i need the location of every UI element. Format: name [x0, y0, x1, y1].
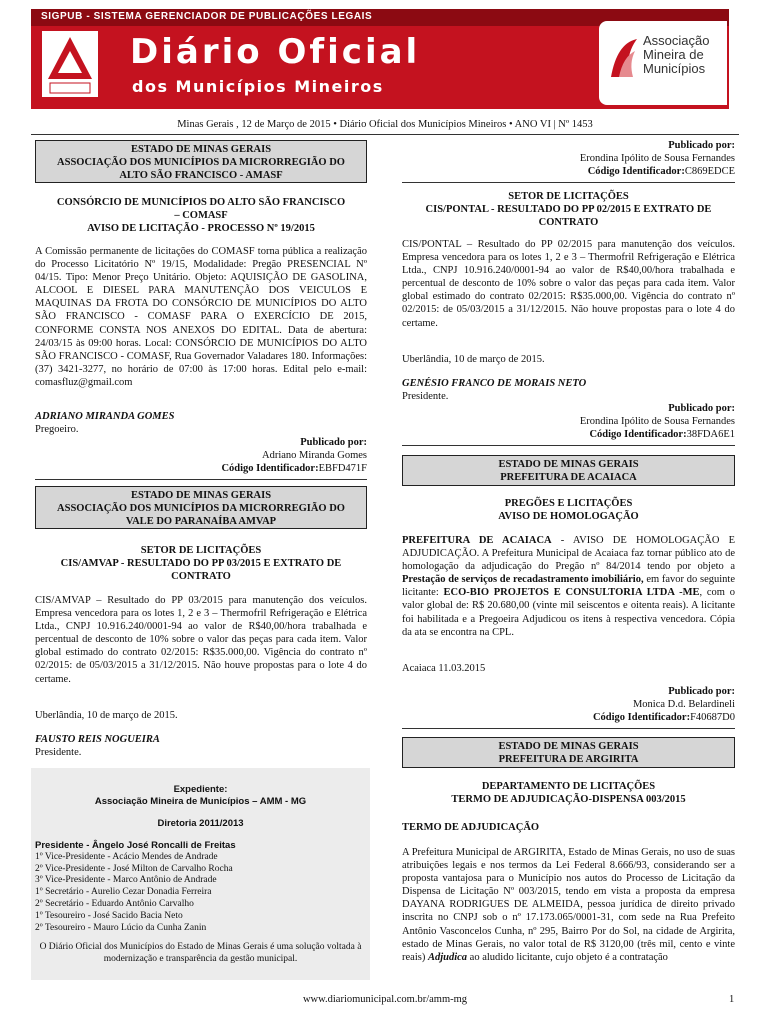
- place-date: Uberlândia, 10 de março de 2015.: [402, 354, 545, 365]
- article-subheading: TERMO DE ADJUDICAÇÃO: [402, 822, 540, 833]
- published-by-block: Publicado por: Erondina Ipólito de Sousa Fernandes Código Identificador:C869EDCE: [579, 140, 735, 178]
- divider: [402, 445, 735, 446]
- dateline: Minas Gerais , 12 de Março de 2015 • Diário Oficial dos Municípios Mineiros • ANO VI | Nº 1453: [177, 119, 593, 130]
- amm-logo-icon: [607, 35, 641, 81]
- section-header-acaiaca: ESTADO DE MINAS GERAIS PREFEITURA DE ACAIACA: [402, 455, 735, 486]
- article-body-argirita: A Prefeitura Municipal de ARGIRITA, Estado de Minas Gerais, no uso de suas atribuições legais e nos termos da Lei Federal 8.666/93, considerando ser a proposta vantajosa para o Município nos autos do Processo de Licitação da Dispensa de Licitação Nº 003/2015, tendo em vista a proposta da empresa DAYANA RODRIGUES DE ALMEIDA, pessoa jurídica de direito privado inscrita no CNPJ sob o nº 17.173.065/0001-31, com sede na Rua Prefeito Antônio Vasconcelos Cunha, nº 295, Bairro Por do Sol, na cidade de Argirita, estado de Minas Gerais, no valor total de R$ 3120,00 (três mil, cento e vinte reais) Adjudica ao aludido licitante, cujo objeto é a contratação: [402, 847, 735, 963]
- article-heading-comasf: CONSÓRCIO DE MUNICÍPIOS DO ALTO SÃO FRANCISCO – COMASF AVISO DE LICITAÇÃO - PROCESSO Nº 19/2015: [56, 197, 346, 235]
- article-heading-argirita: DEPARTAMENTO DE LICITAÇÕES TERMO DE ADJUDICAÇÃO-DISPENSA 003/2015: [451, 781, 686, 806]
- expediente-note: O Diário Oficial dos Municípios do Estado de Minas Gerais é uma solução voltada à modernização e transparência da gestão municipal.: [39, 942, 362, 964]
- article-body-amvap: CIS/AMVAP – Resultado do PP 03/2015 para manutenção dos veículos. Empresa vencedora para os lotes 1, 2 e 3 – Thermofril Refrigeração e Elétrica Ltda., CNPJ 10.916.240/0001-94 ao valor de R$40,00/hora trabalhada e percentual de desconto de 10% sobre o valor das peças para cada item. Valor global estimado do contrato 02/2015: R$35.000,00. Vigência do contrato nº 02/2015: de 05/03/2015 a 31/12/2015. Não houve propostas para o lote 4 do certame.: [35, 595, 367, 685]
- section-header-argirita: ESTADO DE MINAS GERAIS PREFEITURA DE ARGIRITA: [402, 737, 735, 768]
- footer-url[interactable]: www.diariomunicipal.com.br/amm-mg: [302, 994, 468, 1005]
- article-body-comasf: A Comissão permanente de licitações do COMASF torna pública a realização do Processo Licitatório Nº 19/15, Modalidade: Pregão PRESENCIAL Nº 04/15. Tipo: Menor Preço Unitário. Objeto: AQUISIÇÃO DE GASOLINA, ALCOOL E DIESEL PARA MANUTENÇÃO DOS VEICULOS E MAQUINAS DA FROTA DO CONSÓRCIO DE MUNICÍPIOS DO ALTO SÃO FRANCISCO - COMASF PARA O EXERCÍCIO DE 2015, CONFORME CONSTA NOS ANEXOS DO EDITAL. Data de abertura: 24/03/15 às 09:00 horas. Local: CONSÓRCIO DE MUNICÍPIOS DO ALTO SÃO FRANCISCO - COMASF, Rua Governador Valadares 180. Informações: (37) 3421-3277, no horário de 07:00 às 17:00 horas. Edital pelo e-mail: comasfluz@gmail.com: [35, 246, 367, 388]
- published-by-block: Publicado por: Erondina Ipólito de Sousa Fernandes Código Identificador:38FDA6E1: [579, 403, 735, 441]
- signature-block: ADRIANO MIRANDA GOMES Pregoeiro.: [35, 411, 175, 436]
- expediente-heading: Expediente: Associação Mineira de Municípios – AMM - MG: [94, 784, 307, 807]
- divider: [402, 728, 735, 729]
- header-banner: [31, 9, 729, 109]
- section-header-amasf: ESTADO DE MINAS GERAIS ASSOCIAÇÃO DOS MUNICÍPIOS DA MICRORREGIÃO DO ALTO SÃO FRANCISCO - AMASF: [35, 140, 367, 183]
- divider: [31, 134, 739, 135]
- divider: [35, 479, 367, 480]
- page-number: 1: [729, 994, 735, 1005]
- published-by-block: Publicado por: Monica D.d. Belardineli Código Identificador:F40687D0: [592, 686, 735, 724]
- board-title: Diretoria 2011/2013: [157, 818, 244, 829]
- place-date: Acaiaca 11.03.2015: [402, 663, 486, 674]
- published-by-block: Publicado por: Adriano Miranda Gomes Código Identificador:EBFD471F: [221, 437, 367, 475]
- newspaper-subtitle: dos Municípios Mineiros: [132, 77, 384, 96]
- board-members: Presidente - Ângelo José Roncalli de Freitas 1º Vice-Presidente - Acácio Mendes de Andrade 2º Vice-Presidente - José Milton de Carvalho Rocha 3º Vice-Presidente - Marco Antônio de Andrade 1º Secretário - Aurelio Cezar Donadia Ferreira 2º Secretário - Eduardo Antônio Carvalho 1º Tesoureiro - José Sacido Bacia Neto 2º Tesoureiro - Mauro Lúcio da Cunha Zanin: [35, 840, 236, 933]
- article-heading-cispontal: SETOR DE LICITAÇÕES CIS/PONTAL - RESULTADO DO PP 02/2015 E EXTRATO DE CONTRATO: [425, 191, 712, 229]
- article-heading-amvap: SETOR DE LICITAÇÕES CIS/AMVAP - RESULTADO DO PP 03/2015 E EXTRATO DE CONTRATO: [60, 545, 342, 583]
- article-heading-acaiaca: PREGÕES E LICITAÇÕES AVISO DE HOMOLOGAÇÃO: [498, 498, 639, 523]
- expediente-box: [31, 768, 370, 980]
- minas-gerais-emblem-icon: [40, 29, 100, 103]
- newspaper-title: Diário Oficial: [130, 32, 421, 72]
- place-date: Uberlândia, 10 de março de 2015.: [35, 710, 178, 721]
- section-header-amvap: ESTADO DE MINAS GERAIS ASSOCIAÇÃO DOS MUNICÍPIOS DA MICRORREGIÃO DO VALE DO PARANAÍBA AMVAP: [35, 486, 367, 529]
- amm-logo: [599, 21, 727, 105]
- amm-logo-text: Associação Mineira de Municípios: [643, 33, 710, 76]
- article-body-acaiaca: PREFEITURA DE ACAIACA - AVISO DE HOMOLOGAÇÃO E ADJUDICAÇÃO. A Prefeitura Municipal de Acaiaca faz tornar público ato de homologação da adjudicação do Pregão nº 84/2014 tendo por objeto a Prestação de serviços de recadastramento imobiliário, em favor do seguinte licitante: ECO-BIO PROJETOS E CONSULTORIA LTDA -ME, com o valor global de: R$ 20.680,00 (vinte mil seiscentos e oitenta reais). A licitante foi habilitada e a Pregoeira Adjudicou os itens à respectiva vencedora. Cópia da ata se encontra na CPL.: [402, 535, 735, 638]
- article-body-cispontal: CIS/PONTAL – Resultado do PP 02/2015 para manutenção dos veículos. Empresa vencedora para os lotes 1, 2 e 3 – Thermofril Refrigeração e Elétrica Ltda., CNPJ 10.916.240/0001-94 ao valor de R$40,00/hora trabalhada e percentual de desconto de 10% sobre o valor das peças para cada item. Valor global estimado do contrato 02/2015: R$35.000,00. Vigência do contrato nº 02/2015: de 05/03/2015 a 31/12/2015. Não houve propostas para o lote 4 do certame.: [402, 239, 735, 329]
- signature-block: GENÉSIO FRANCO DE MORAIS NETO Presidente.: [402, 378, 587, 403]
- system-title: SIGPUB - SISTEMA GERENCIADOR DE PUBLICAÇÕES LEGAIS: [41, 11, 373, 22]
- divider: [402, 182, 735, 183]
- signature-block: FAUSTO REIS NOGUEIRA Presidente.: [35, 734, 160, 759]
